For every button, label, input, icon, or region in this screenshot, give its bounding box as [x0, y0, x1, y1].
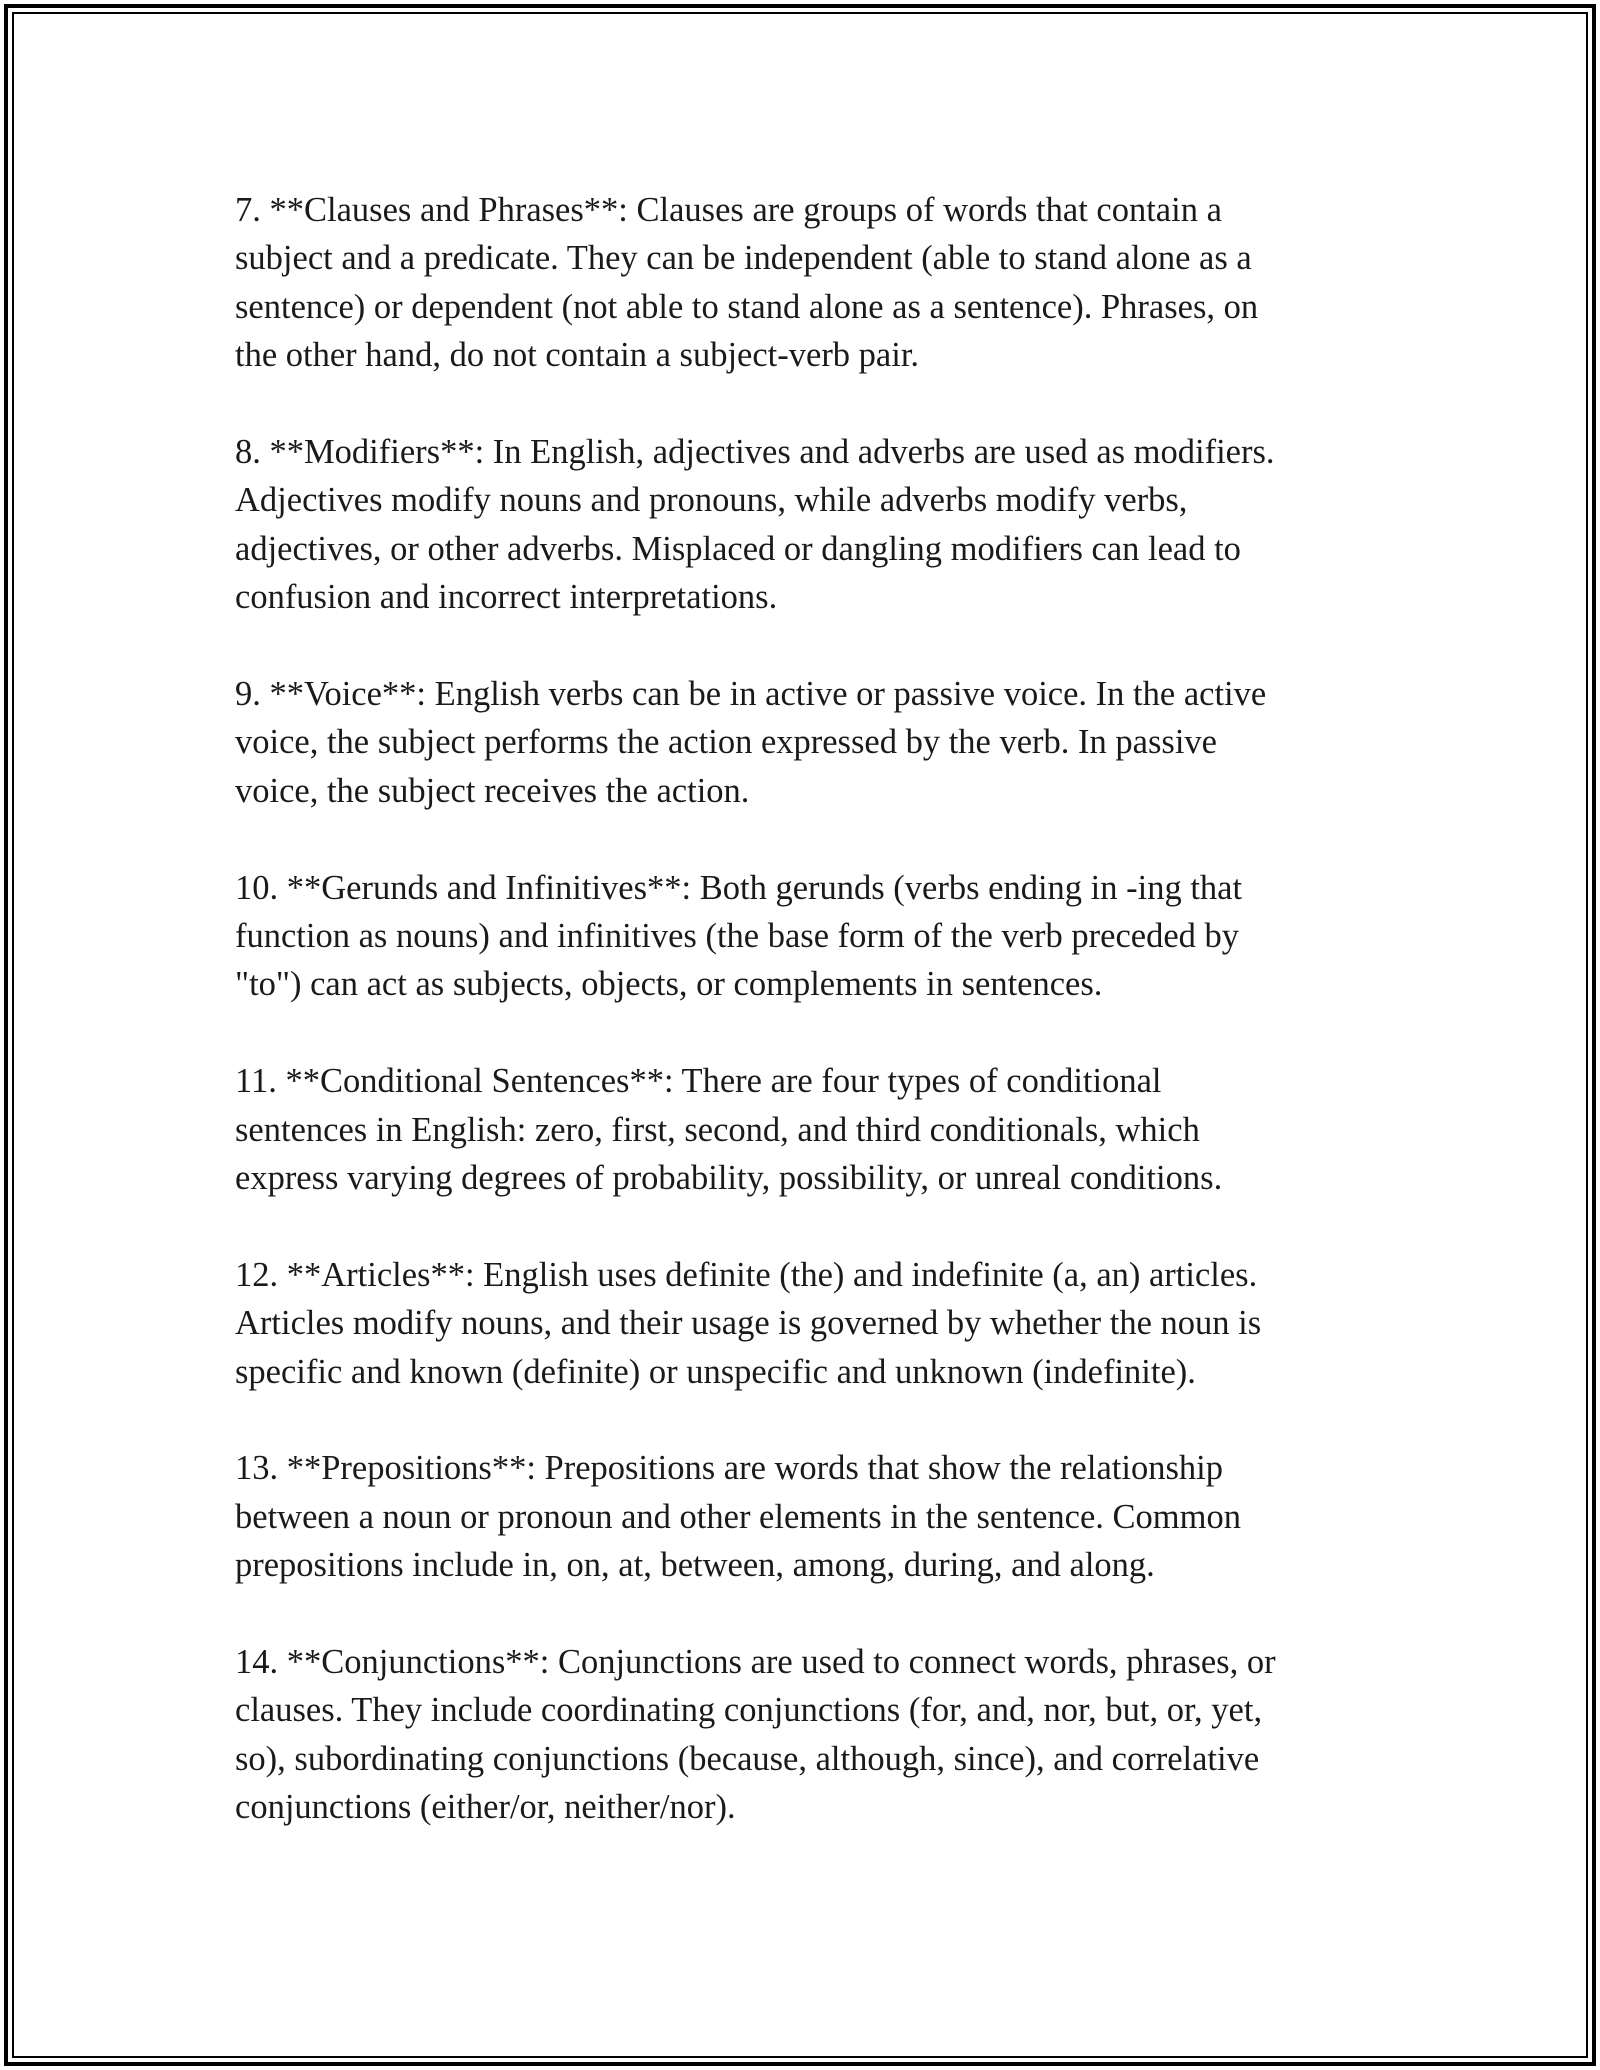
- paragraph-conditional-sentences: 11. **Conditional Sentences**: There are four types of conditional sentences in English: zero, first, second, and third conditionals, which express varying degrees of probability, possibility, or unreal conditions.: [235, 1062, 1223, 1198]
- paragraph-voice: 9. **Voice**: English verbs can be in active or passive voice. In the active voice, the subject performs the action expressed by the verb. In passive voice, the subject receives the action.: [235, 675, 1267, 810]
- paragraph-gerunds-and-infinitives: 10. **Gerunds and Infinitives**: Both gerunds (verbs ending in -ing that function as nouns) and infinitives (the base form of the verb preceded by "to") can act as subjects, objects, or complements in sentences.: [235, 868, 1243, 1004]
- paragraph-articles: 12. **Articles**: English uses definite (the) and indefinite (a, an) articles. Articles modify nouns, and their usage is governed by whether the noun is specific and known (definite) or unspecific and unknown (indefinite).: [235, 1255, 1262, 1391]
- paragraph-prepositions: 13. **Prepositions**: Prepositions are words that show the relationship between a noun or pronoun and other elements in the sentence. Common prepositions include in, on, at, between, among, during, and along.: [235, 1449, 1241, 1585]
- document-body: [235, 186, 1375, 1832]
- paragraph-clauses-and-phrases: 7. **Clauses and Phrases**: Clauses are groups of words that contain a subject and a predicate. They can be independent (able to stand alone as a sentence) or dependent (not able to stand alone as a sentence). Phrases, on the other hand, do not contain a subject-verb pair.: [235, 191, 1259, 375]
- paragraph-conjunctions: 14. **Conjunctions**: Conjunctions are used to connect words, phrases, or clauses. They include coordinating conjunctions (for, and, nor, but, or, yet, so), subordinating conjunctions (because, although, since), and correlative conjunctions (either/or, neither/nor).: [235, 1643, 1276, 1827]
- paragraph-modifiers: 8. **Modifiers**: In English, adjectives and adverbs are used as modifiers. Adjectives modify nouns and pronouns, while adverbs modify verbs, adjectives, or other adverbs. Misplaced or dangling modifiers can lead to confusion and incorrect interpretations.: [235, 433, 1275, 617]
